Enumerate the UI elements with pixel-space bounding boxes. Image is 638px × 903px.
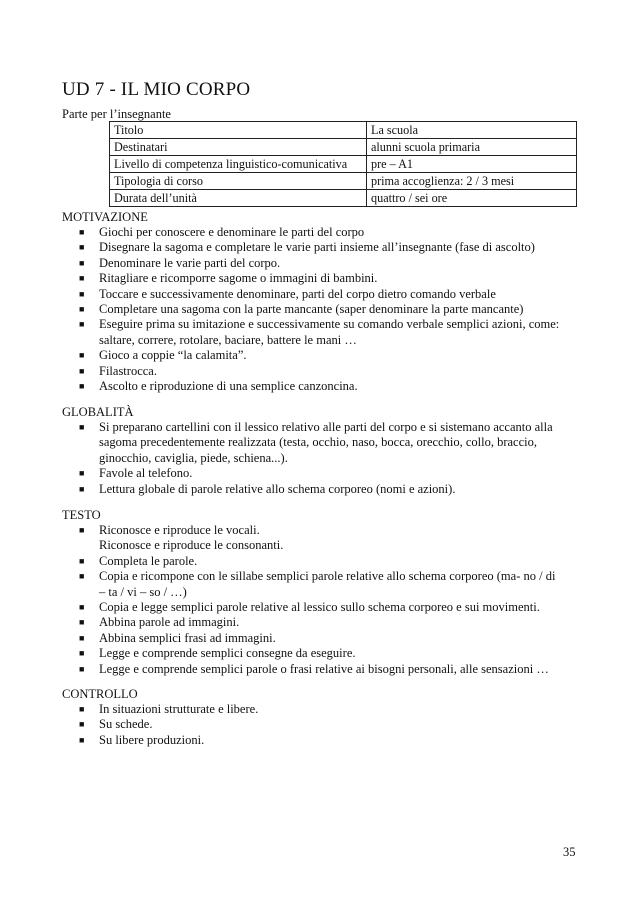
bullet-icon: ■ xyxy=(79,304,85,315)
bullet-icon: ■ xyxy=(79,365,85,376)
bullet-icon: ■ xyxy=(79,468,85,479)
bullet-icon: ■ xyxy=(79,602,85,613)
list-item: ■ Favole al telefono. xyxy=(79,466,193,481)
bullet-icon: ■ xyxy=(79,663,85,674)
list-item: ■ Filastrocca. xyxy=(79,363,157,378)
section-motivazione xyxy=(62,210,582,394)
bullet-icon: ■ xyxy=(79,483,85,494)
list-item: ■ Legge e comprende semplici consegne da eseguire. xyxy=(79,646,356,661)
bullet-icon: ■ xyxy=(79,632,85,643)
table-cell-key: Tipologia di corso xyxy=(110,173,367,190)
table-cell-value: prima accoglienza: 2 / 3 mesi xyxy=(367,173,577,190)
bullet-icon: ■ xyxy=(79,319,85,330)
page-title: UD 7 - IL MIO CORPO xyxy=(62,79,251,100)
list-item: ■ Abbina semplici frasi ad immagini. xyxy=(79,630,276,645)
table-cell-value: La scuola xyxy=(367,122,577,139)
bullet-list xyxy=(62,420,582,497)
bullet-icon: ■ xyxy=(79,704,85,714)
list-item: ■ Su schede. xyxy=(79,717,153,732)
bullet-icon: ■ xyxy=(79,719,85,730)
list-item: ■ Giochi per conoscere e denominare le parti del corpo xyxy=(79,225,365,239)
bullet-icon: ■ xyxy=(79,288,85,299)
section-heading: GLOBALITÀ xyxy=(62,405,134,419)
list-item: ■ Eseguire prima su imitazione e successivamente su comando verbale semplici azioni, come: saltare, correre, rotolare, baciare, battere le mani … xyxy=(79,317,560,347)
list-item: ■ Denominare le varie parti del corpo. xyxy=(79,255,281,270)
bullet-icon: ■ xyxy=(79,242,85,253)
teacher-part-label: Parte per l’insegnante xyxy=(62,107,171,121)
list-item: ■ Completare una sagoma con la parte mancante (saper denominare la parte mancante) xyxy=(79,302,524,317)
list-item: ■ Completa le parole. xyxy=(79,553,198,568)
table-cell-value: alunni scuola primaria xyxy=(367,139,577,156)
table-cell-key: Livello di competenza linguistico-comunicativa xyxy=(110,156,367,173)
list-item: ■ Toccare e successivamente denominare, parti del corpo dietro comando verbale xyxy=(79,286,496,301)
list-item: ■ Su libere produzioni. xyxy=(79,732,205,747)
list-item: ■ Gioco a coppie “la calamita”. xyxy=(79,348,247,363)
list-item: ■ Ascolto e riproduzione di una semplice canzoncina. xyxy=(79,379,358,394)
table-row xyxy=(110,190,577,207)
list-item: ■ Lettura globale di parole relative allo schema corporeo (nomi e azioni). xyxy=(79,481,456,496)
table-row xyxy=(110,156,577,173)
list-item: ■ Riconosce e riproduce le vocali. Riconosce e riproduce le consonanti. xyxy=(79,523,284,553)
unit-info-table xyxy=(109,121,577,207)
list-item: ■ Copia e legge semplici parole relative al lessico sullo schema corporeo e sui movimenti. xyxy=(79,600,540,615)
bullet-icon: ■ xyxy=(79,422,85,432)
bullet-icon: ■ xyxy=(79,734,85,745)
bullet-icon: ■ xyxy=(79,257,85,268)
bullet-icon: ■ xyxy=(79,555,85,566)
bullet-icon: ■ xyxy=(79,227,85,237)
list-item: ■ Legge e comprende semplici parole o frasi relative ai bisogni personali, alle sensazioni … xyxy=(79,661,549,676)
bullet-list xyxy=(62,702,582,748)
table-cell-value: quattro / sei ore xyxy=(367,190,577,207)
bullet-icon: ■ xyxy=(79,350,85,361)
section-testo xyxy=(62,508,582,677)
bullet-icon: ■ xyxy=(79,381,85,392)
section-heading: CONTROLLO xyxy=(62,687,138,701)
bullet-list xyxy=(62,523,582,677)
bullet-icon: ■ xyxy=(79,648,85,659)
list-item: ■ Copia e ricompone con le sillabe semplici parole relative allo schema corporeo (ma- no / di – ta / vi – so / …) xyxy=(79,569,556,599)
bullet-icon: ■ xyxy=(79,273,85,284)
list-item: ■ Si preparano cartellini con il lessico relativo alle parti del corpo e si sistemano accanto alla sagoma precedentemente realizzata (testa, occhio, naso, bocca, orecchio, collo, braccio, ginocchio, caviglia, piede, schiena...). xyxy=(79,420,553,465)
list-item: ■ In situazioni strutturate e libere. xyxy=(79,702,259,716)
list-item: ■ Disegnare la sagoma e completare le varie parti insieme all’insegnante (fase di ascolto) xyxy=(79,240,535,255)
page-number: 35 xyxy=(563,845,576,859)
table-cell-key: Durata dell’unità xyxy=(110,190,367,207)
table-row xyxy=(110,122,577,139)
table-cell-key: Destinatari xyxy=(110,139,367,156)
bullet-icon: ■ xyxy=(79,571,85,582)
bullet-icon: ■ xyxy=(79,617,85,628)
section-controllo xyxy=(62,687,582,748)
bullet-icon: ■ xyxy=(79,525,85,535)
table-cell-key: Titolo xyxy=(110,122,367,139)
bullet-list xyxy=(62,225,582,394)
section-heading: MOTIVAZIONE xyxy=(62,210,148,224)
list-item: ■ Abbina parole ad immagini. xyxy=(79,615,240,630)
section-globalita xyxy=(62,405,582,497)
table-row xyxy=(110,139,577,156)
list-item: ■ Ritagliare e ricomporre sagome o immagini di bambini. xyxy=(79,271,378,286)
table-row xyxy=(110,173,577,190)
table-cell-value: pre – A1 xyxy=(367,156,577,173)
section-heading: TESTO xyxy=(62,508,101,522)
